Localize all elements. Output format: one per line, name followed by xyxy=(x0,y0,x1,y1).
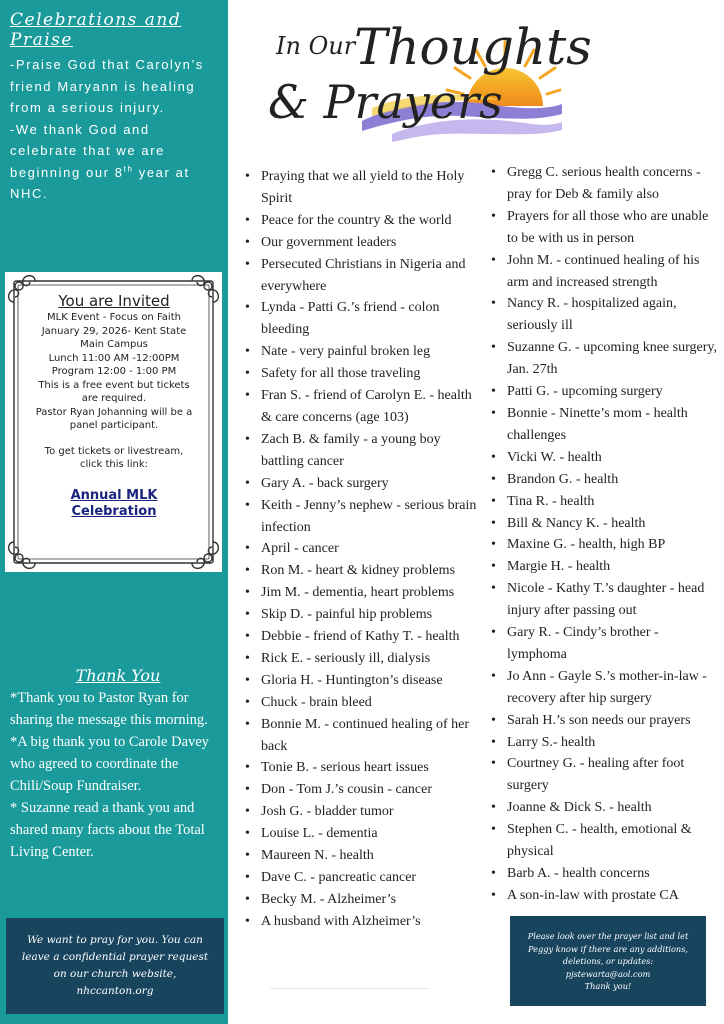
invitation-line: are required. xyxy=(81,393,147,404)
celebrations-heading: Celebrations and Praise xyxy=(10,10,182,50)
prayer-item: • Dave C. - pancreatic cancer xyxy=(246,867,486,889)
prayer-item: • Jo Ann - Gayle S.’s mother-in-law - recovery after hip surgery xyxy=(492,666,722,710)
note-line: deletions, or updates: xyxy=(562,956,654,966)
prayer-item: • Tina R. - health xyxy=(492,491,722,513)
prayer-item: • Bonnie - Ninette’s mom - health challenges xyxy=(492,403,722,447)
divider xyxy=(270,988,430,989)
prayer-item: • Zach B. & family - a young boy battling cancer xyxy=(246,429,486,473)
prayer-item: • Chuck - brain bleed xyxy=(246,692,486,714)
left-sidebar xyxy=(0,0,228,1024)
prayer-item: • Joanne & Dick S. - health xyxy=(492,797,722,819)
prayer-item: • Persecuted Christians in Nigeria and everywhere xyxy=(246,254,486,298)
prayer-list-right xyxy=(492,162,722,907)
thank-you-section xyxy=(10,666,226,863)
note-line: Thank you! xyxy=(584,981,632,991)
prayer-item: • Nate - very painful broken leg xyxy=(246,341,486,363)
note-email: pjstewarta@aol.com xyxy=(565,968,651,979)
prayer-item: • Brandon G. - health xyxy=(492,469,722,491)
logo-line-1: In Our xyxy=(276,32,356,60)
prayer-item: • Praying that we all yield to the Holy Spirit xyxy=(246,166,486,210)
prayer-item: • Gregg C. serious health concerns - pray for Deb & family also xyxy=(492,162,722,206)
thank-you-item: *Thank you to Pastor Ryan for sharing the message this morning. xyxy=(10,690,208,728)
prayer-item: • Prayers for all those who are unable to be with us in person xyxy=(492,206,722,250)
prayer-item: • Louise L. - dementia xyxy=(246,823,486,845)
prayer-item: • Maureen N. - health xyxy=(246,845,486,867)
celebrations-section xyxy=(10,10,220,205)
prayer-item: • Safety for all those traveling xyxy=(246,363,486,385)
celebration-item: -Praise God that Carolyn’s friend Maryann is healing from a serious injury. xyxy=(10,57,204,115)
prayer-item: • Peace for the country & the world xyxy=(246,210,486,232)
prayer-item: • A husband with Alzheimer’s xyxy=(246,911,486,933)
annual-mlk-celebration-link[interactable] xyxy=(27,488,201,520)
prayer-list-middle xyxy=(246,166,486,933)
logo-line-2: Thoughts xyxy=(354,18,592,76)
link-line: Celebration xyxy=(71,503,157,519)
prayer-item: • Bonnie M. - continued healing of her back xyxy=(246,714,486,758)
prayer-item: • John M. - continued healing of his arm and increased strength xyxy=(492,250,722,294)
prayer-item: • Jim M. - dementia, heart problems xyxy=(246,582,486,604)
prayer-item: • Patti G. - upcoming surgery xyxy=(492,381,722,403)
ordinal-suffix: th xyxy=(123,164,134,174)
invitation-line: Lunch 11:00 AM -12:00PM xyxy=(48,352,180,364)
prayer-item: • Keith - Jenny’s nephew - serious brain infection xyxy=(246,495,486,539)
prayer-item: • Nancy R. - hospitalized again, seriously ill xyxy=(492,293,722,337)
logo-line-3: & Prayers xyxy=(268,75,503,129)
link-line: Annual MLK xyxy=(70,487,158,503)
ticket-instructions: click this link: xyxy=(79,459,148,470)
prayer-item: • A son-in-law with prostate CA xyxy=(492,885,722,907)
invitation-line: This is a free event but tickets xyxy=(38,379,190,391)
prayer-item: • Vicki W. - health xyxy=(492,447,722,469)
prayer-item: • Maxine G. - health, high BP xyxy=(492,534,722,556)
prayer-item: • Ron M. - heart & kidney problems xyxy=(246,560,486,582)
prayer-list-note-box xyxy=(510,916,706,1006)
prayer-item: • Rick E. - seriously ill, dialysis xyxy=(246,648,486,670)
ticket-instructions: To get tickets or livestream, xyxy=(44,445,184,457)
prayer-item: • Our government leaders xyxy=(246,232,486,254)
thoughts-and-prayers-logo xyxy=(262,6,592,156)
thank-you-heading: Thank You xyxy=(75,666,161,685)
invitation-line: panel participant. xyxy=(69,420,159,431)
thank-you-item: *A big thank you to Carole Davey who agreed to coordinate the Chili/Soup Fundraiser. xyxy=(10,734,209,794)
prayer-item: • Lynda - Patti G.’s friend - colon bleeding xyxy=(246,297,486,341)
invitation-title: You are Invited xyxy=(58,292,170,310)
invitation-line: Main Campus xyxy=(80,339,148,350)
prayer-item: • Gary A. - back surgery xyxy=(246,473,486,495)
prayer-item: • Suzanne G. - upcoming knee surgery, Jan. 27th xyxy=(492,337,722,381)
prayer-item: • Gloria H. - Huntington’s disease xyxy=(246,670,486,692)
prayer-item: • Skip D. - painful hip problems xyxy=(246,604,486,626)
prayer-item: • Courtney G. - healing after foot surgery xyxy=(492,753,722,797)
celebration-item xyxy=(10,119,220,205)
prayer-item: • Barb A. - health concerns xyxy=(492,863,722,885)
invitation-line: Pastor Ryan Johanning will be a xyxy=(35,406,193,418)
prayer-item: • Don - Tom J.’s cousin - cancer xyxy=(246,779,486,801)
note-line: Peggy know if there are any additions, xyxy=(527,943,688,954)
celebration-item-text: year at NHC. xyxy=(10,164,190,201)
prayer-item: • Becky M. - Alzheimer’s xyxy=(246,889,486,911)
prayer-item: • Margie H. - health xyxy=(492,556,722,578)
prayer-item: • Fran S. - friend of Carolyn E. - health & care concerns (age 103) xyxy=(246,385,486,429)
prayer-item: • Gary R. - Cindy’s brother - lymphoma xyxy=(492,622,722,666)
prayer-item: • Debbie - friend of Kathy T. - health xyxy=(246,626,486,648)
prayer-request-box: We want to pray for you. You can leave a confidential prayer request on our church website, nhccanton.org xyxy=(6,918,224,1014)
prayer-item: • Tonie B. - serious heart issues xyxy=(246,757,486,779)
prayer-item: • Bill & Nancy K. - health xyxy=(492,513,722,535)
prayer-item: • Nicole - Kathy T.’s daughter - head injury after passing out xyxy=(492,578,722,622)
celebration-item-text: -We thank God and celebrate that we are beginning our 8 xyxy=(10,121,166,180)
note-line: Please look over the prayer list and let xyxy=(527,931,689,941)
prayer-item: • April - cancer xyxy=(246,538,486,560)
prayer-item: • Stephen C. - health, emotional & physical xyxy=(492,819,722,863)
prayer-item: • Larry S.- health xyxy=(492,732,722,754)
invitation-card xyxy=(5,272,222,572)
invitation-line: MLK Event - Focus on Faith xyxy=(47,312,181,323)
prayer-item: • Sarah H.’s son needs our prayers xyxy=(492,710,722,732)
thank-you-item: * Suzanne read a thank you and shared many facts about the Total Living Center. xyxy=(10,800,205,860)
prayer-item: • Josh G. - bladder tumor xyxy=(246,801,486,823)
invitation-line: Program 12:00 - 1:00 PM xyxy=(51,366,177,377)
invitation-content xyxy=(27,292,201,520)
invitation-line: January 29, 2026- Kent State xyxy=(41,325,187,337)
